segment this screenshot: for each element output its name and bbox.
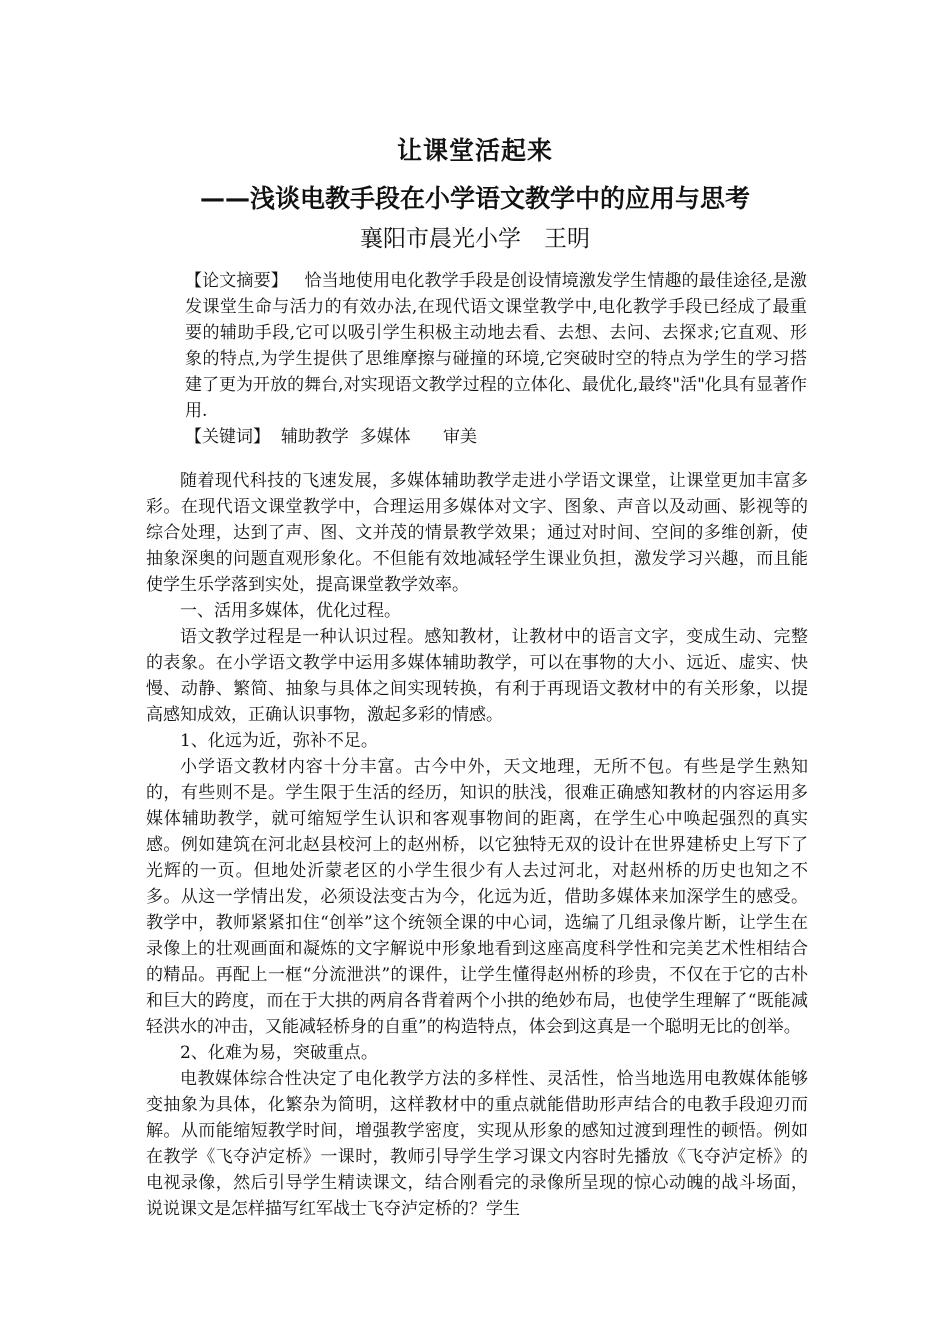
body-paragraph-intro: 随着现代科技的飞速发展，多媒体辅助教学走进小学语文课堂，让课堂更加丰富多彩。在现代语文课堂教学中，合理运用多媒体对文字、图象、声音以及动画、影视等的综合处理，达到了声、图、文并茂的情景教学效果；通过对时间、空间的多维创新，使抽象深奥的问题直观形象化。不但能有效地减轻学生课业负担，激发学习兴趣，而且能使学生乐学落到实处，提高课堂教学效率。: [146, 471, 808, 595]
document-title: 让课堂活起来: [396, 136, 553, 165]
subsection-heading-1: 1、化远为近，弥补不足。: [180, 731, 378, 751]
body-paragraph: 小学语文教材内容十分丰富。古今中外，天文地理，无所不包。有些是学生熟知的，有些则不是。学生限于生活的经历，知识的肤浅，很难正确感知教材的内容运用多媒体辅助教学，就可缩短学生认识和客观事物间的距离，在学生心中唤起强烈的真实感。例如建筑在河北赵县校河上的赵州桥，以它独特无双的设计在世界建桥史上写下了光辉的一页。但地处沂蒙老区的小学生很少有人去过河北，对赵州桥的历史也知之不多。从这一学情出发，必须设法变古为今，化远为近，借助多媒体来加深学生的感受。教学中，教师紧紧扣住“创举”这个统领全课的中心词，选编了几组录像片断，让学生在录像上的壮观画面和凝炼的文字解说中形象地看到这座高度科学性和完美艺术性相结合的精品。再配上一框“分流泄洪”的课件，让学生懂得赵州桥的珍贵，不仅在于它的古朴和巨大的跨度，而在于大拱的两肩各背着两个小拱的绝妙布局，也使学生理解了“既能减轻洪水的冲击，又能减轻桥身的自重”的构造特点，体会到这真是一个聪明无比的创举。: [146, 757, 808, 1037]
section-heading-1: 一、活用多媒体，优化过程。: [180, 601, 401, 621]
document-author: 襄阳市晨光小学 王明: [360, 226, 590, 252]
body-paragraph: 语文教学过程是一种认识过程。感知教材，让教材中的语言文字，变成生动、完整的表象。在小学语文教学中运用多媒体辅助教学，可以在事物的大小、远近、虚实、快慢、动静、繁简、抽象与具体之间实现转换，有利于再现语文教材中的有关形象，以提高感知成效，正确认识事物，激起多彩的情感。: [146, 627, 808, 725]
document-subtitle: ——浅谈电教手段在小学语文教学中的应用与思考: [199, 184, 750, 213]
body-paragraph: 电教媒体综合性决定了电化教学方法的多样性、灵活性，恰当地选用电教媒体能够变抽象为具体，化繁杂为简明，这样教材中的重点就能借助形声结合的电教手段迎刃而解。从而能缩短教学时间，增强教学密度，实现从形象的感知过渡到理性的顿悟。例如在教学《飞夺泸定桥》一课时，教师引导学生学习课文内容时先播放《飞夺泸定桥》的电视录像，然后引导学生精读课文，结合刚看完的录像所呈现的惊心动魄的战斗场面，说说课文是怎样描写红军战士飞夺泸定桥的？学生: [146, 1069, 808, 1219]
subsection-heading-2: 2、化难为易，突破重点。: [180, 1043, 378, 1063]
abstract-section: [185, 268, 807, 450]
abstract-text: 恰当地使用电化教学手段是创设情境激发学生情趣的最佳途径,是激发课堂生命与活力的有效办法,在现代语文课堂教学中,电化教学手段已经成了最重要的辅助手段,它可以吸引学生积极主动地去看、去想、去问、去探求;它直观、形象的特点,为学生提供了思维摩擦与碰撞的环境,它突破时空的特点为学生的学习搭建了更为开放的舞台,对实现语文教学过程的立体化、最优化,最终"活"化具有显著作用.: [185, 271, 808, 421]
abstract-label: 【论文摘要】: [185, 271, 288, 291]
body-text: [146, 468, 808, 1222]
abstract-paragraph: [185, 268, 807, 424]
keywords-label: 【关键词】: [185, 427, 270, 447]
keywords-items: 辅助教学 多媒体 审美: [280, 427, 478, 447]
keywords-line: [185, 424, 807, 450]
